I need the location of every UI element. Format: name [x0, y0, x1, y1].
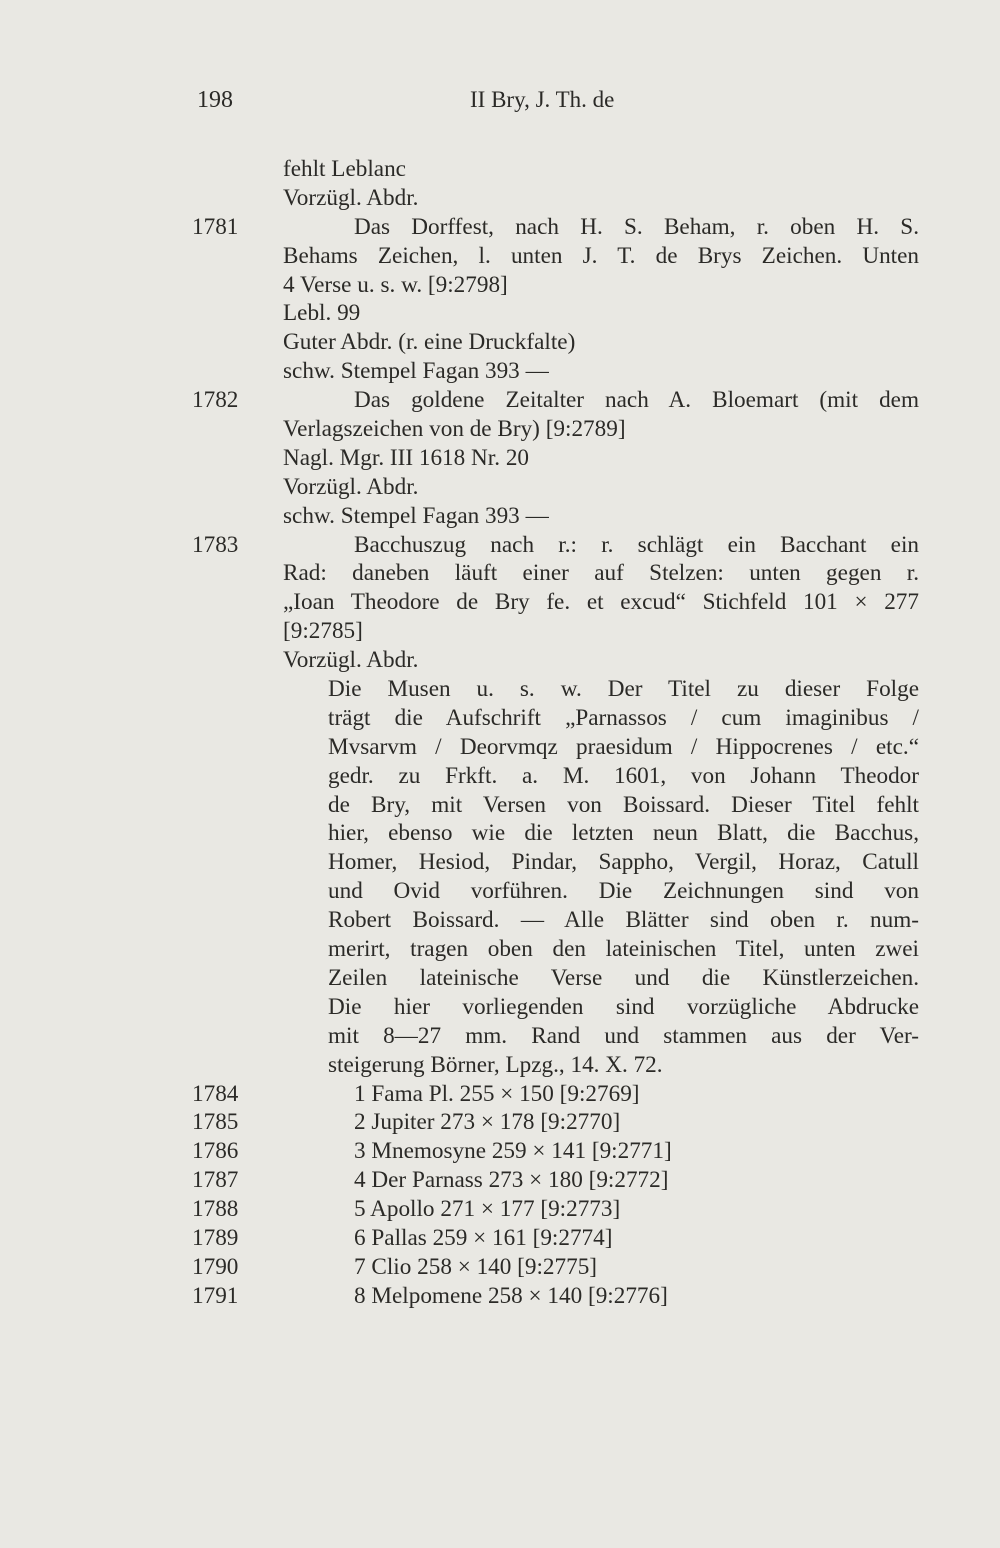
entry-number: 1781 [192, 213, 239, 240]
entry-text: 1 Fama Pl. 255 × 150 [9:2769] [354, 1080, 640, 1107]
catalog-line [0, 1166, 1000, 1195]
catalog-line [0, 848, 1000, 877]
entry-text: Das goldene Zeitalter nach A. Bloemart (mit dem [354, 387, 919, 414]
entry-text: Robert Boissard. — Alle Blätter sind oben r. num- [328, 907, 919, 934]
catalog-line [0, 646, 1000, 675]
catalog-line [0, 1137, 1000, 1166]
catalog-line [0, 531, 1000, 560]
entry-text: Bacchuszug nach r.: r. schlägt ein Bacchant ein [354, 531, 919, 558]
catalog-line [0, 184, 1000, 213]
catalog-line [0, 1080, 1000, 1109]
catalog-line [0, 819, 1000, 848]
page-number: 198 [197, 87, 233, 113]
catalog-line [0, 1253, 1000, 1282]
catalog-line [0, 1108, 1000, 1137]
catalog-line [0, 242, 1000, 271]
catalog-line [0, 935, 1000, 964]
catalog-line [0, 415, 1000, 444]
catalog-line [0, 588, 1000, 617]
entry-text: 8 Melpomene 258 × 140 [9:2776] [354, 1282, 668, 1309]
entry-text: Verlagszeichen von de Bry) [9:2789] [283, 416, 626, 443]
entry-text: gedr. zu Frkft. a. M. 1601, von Johann Theodor [328, 762, 919, 789]
entry-text: schw. Stempel Fagan 393 — [283, 502, 549, 529]
entry-text: „Ioan Theodore de Bry fe. et excud“ Stichfeld 101 × 277 [283, 589, 919, 616]
entry-number: 1786 [192, 1138, 239, 1165]
catalog-line [0, 675, 1000, 704]
entry-text: 2 Jupiter 273 × 178 [9:2770] [354, 1109, 621, 1136]
catalog-line [0, 733, 1000, 762]
entry-text: Vorzügl. Abdr. [283, 473, 419, 500]
catalog-line [0, 1022, 1000, 1051]
catalog-line [0, 386, 1000, 415]
entry-text: Nagl. Mgr. III 1618 Nr. 20 [283, 444, 530, 471]
catalog-line [0, 906, 1000, 935]
entry-text: steigerung Börner, Lpzg., 14. X. 72. [328, 1051, 663, 1078]
catalog-line [0, 1282, 1000, 1311]
entry-text: Die hier vorliegenden sind vorzügliche Abdrucke [328, 993, 919, 1020]
entry-text: und Ovid vorführen. Die Zeichnungen sind von [328, 878, 919, 905]
entry-text: fehlt Leblanc [283, 156, 406, 182]
entry-text: 6 Pallas 259 × 161 [9:2774] [354, 1224, 613, 1251]
catalog-line [0, 791, 1000, 820]
entry-number: 1784 [192, 1080, 239, 1107]
catalog-line [0, 328, 1000, 357]
entry-text: de Bry, mit Versen von Boissard. Dieser Titel fehlt [328, 791, 919, 818]
entry-number: 1787 [192, 1167, 239, 1194]
catalog-line [0, 155, 1000, 184]
entry-text: Rad: daneben läuft einer auf Stelzen: unten gegen r. [283, 560, 919, 587]
entry-number: 1788 [192, 1196, 239, 1223]
entry-number: 1789 [192, 1224, 239, 1251]
catalog-line [0, 877, 1000, 906]
catalog-line [0, 271, 1000, 300]
catalog-line [0, 299, 1000, 328]
catalog-line [0, 762, 1000, 791]
catalog-line [0, 617, 1000, 646]
catalog-entries [0, 155, 1000, 1311]
entry-number: 1791 [192, 1282, 239, 1309]
entry-text: Das Dorffest, nach H. S. Beham, r. oben H. S. [354, 213, 919, 240]
entry-text: Vorzügl. Abdr. [283, 184, 419, 211]
entry-text: Lebl. 99 [283, 300, 361, 327]
catalog-line [0, 993, 1000, 1022]
entry-number: 1785 [192, 1109, 239, 1136]
entry-text: mit 8—27 mm. Rand und stammen aus der Ver- [328, 1022, 919, 1049]
entry-text: hier, ebenso wie die letzten neun Blatt, die Bacchus, [328, 820, 919, 847]
entry-text: 3 Mnemosyne 259 × 141 [9:2771] [354, 1138, 672, 1165]
entry-text: 7 Clio 258 × 140 [9:2775] [354, 1253, 598, 1280]
entry-number: 1790 [192, 1253, 239, 1280]
catalog-line [0, 1051, 1000, 1080]
catalog-line [0, 444, 1000, 473]
entry-text: Mvsarvm / Deorvmqz praesidum / Hippocrenes / etc.“ [328, 733, 919, 760]
entry-text: 4 Der Parnass 273 × 180 [9:2772] [354, 1167, 669, 1194]
catalog-line [0, 213, 1000, 242]
catalog-line [0, 357, 1000, 386]
entry-text: Homer, Hesiod, Pindar, Sappho, Vergil, Horaz, Catull [328, 849, 919, 876]
entry-text: Die Musen u. s. w. Der Titel zu dieser Folge [328, 676, 919, 703]
catalog-line [0, 473, 1000, 502]
catalog-line [0, 964, 1000, 993]
catalog-line [0, 704, 1000, 733]
entry-text: Vorzügl. Abdr. [283, 647, 419, 674]
entry-text: trägt die Aufschrift „Parnassos / cum imaginibus / [328, 704, 919, 731]
entry-text: Zeilen lateinische Verse und die Künstlerzeichen. [328, 964, 919, 991]
running-title: II Bry, J. Th. de [470, 87, 615, 112]
catalog-line [0, 559, 1000, 588]
entry-text: [9:2785] [283, 618, 363, 645]
catalog-line [0, 1224, 1000, 1253]
entry-number: 1782 [192, 387, 239, 414]
catalog-line [0, 1195, 1000, 1224]
entry-number: 1783 [192, 531, 239, 558]
entry-text: 5 Apollo 271 × 177 [9:2773] [354, 1196, 621, 1223]
entry-text: 4 Verse u. s. w. [9:2798] [283, 271, 508, 298]
entry-text: merirt, tragen oben den lateinischen Titel, unten zwei [328, 936, 919, 963]
catalog-line [0, 502, 1000, 531]
entry-text: Guter Abdr. (r. eine Druckfalte) [283, 329, 576, 356]
entry-text: Behams Zeichen, l. unten J. T. de Brys Zeichen. Unten [283, 242, 919, 269]
entry-text: schw. Stempel Fagan 393 — [283, 358, 549, 385]
